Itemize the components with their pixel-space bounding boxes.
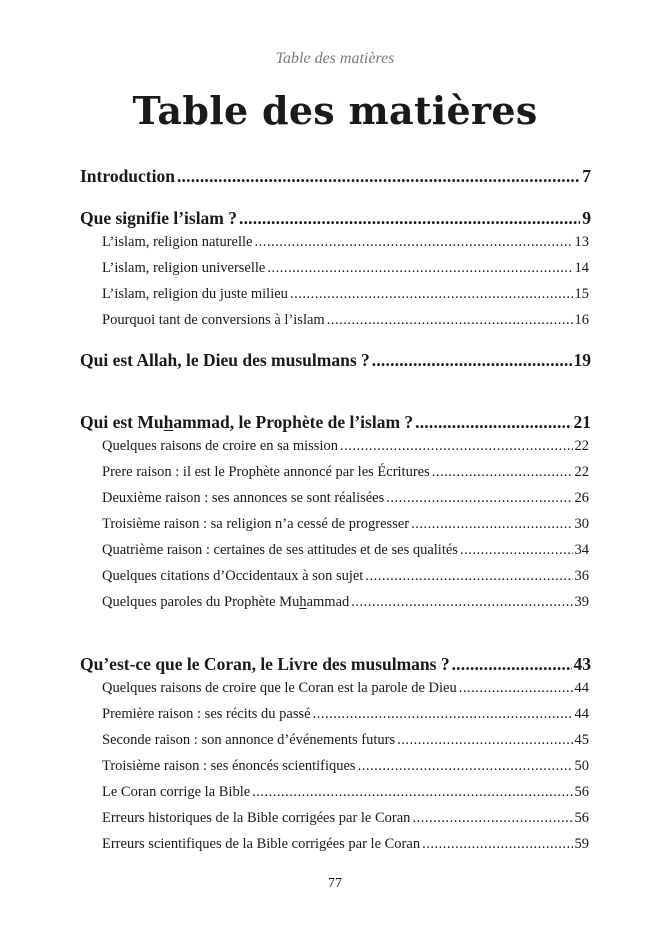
dot-leader (365, 568, 572, 585)
dot-leader (460, 542, 573, 559)
toc-entry-title: Que signifie l’islam ? (80, 208, 238, 228)
toc-entry-section (102, 680, 589, 697)
toc-entry-chapter (80, 654, 591, 675)
dot-leader (327, 312, 573, 329)
toc-entry-title (80, 412, 413, 433)
toc-page-number: 21 (573, 412, 591, 432)
toc-entry-title: Troisième raison : ses énoncés scientifiques (102, 758, 356, 774)
toc-entry-title (102, 594, 349, 611)
toc-entry-title: Seconde raison : son annonce d’événements futurs (102, 732, 396, 748)
title-part: Qui est Mu (80, 412, 164, 432)
dot-leader (459, 680, 573, 697)
toc-page-number: 26 (574, 490, 589, 506)
toc-entry-section (102, 810, 589, 827)
dot-leader (358, 758, 573, 775)
page-title: Table des matières (132, 88, 538, 133)
toc-entry-title: Pourquoi tant de conversions à l’islam (102, 312, 325, 328)
toc-page-number: 56 (574, 810, 589, 826)
toc-entry-chapter (80, 412, 591, 433)
toc-page-number: 45 (574, 732, 589, 748)
toc-entry-chapter (80, 350, 591, 371)
dot-leader (351, 594, 572, 611)
dot-leader (313, 706, 573, 723)
dot-leader (411, 516, 572, 533)
toc-entry-section (102, 464, 589, 481)
toc-entry-title: Le Coran corrige la Bible (102, 784, 251, 800)
toc-entry-section (102, 758, 589, 775)
toc-entry-title: Quelques raisons de croire en sa mission (102, 438, 338, 454)
toc-page-number: 22 (574, 438, 589, 454)
running-header: Table des matières (275, 50, 395, 67)
toc-entry-section (102, 516, 589, 533)
toc-page-number: 9 (582, 208, 591, 228)
toc-entry-section (102, 312, 589, 329)
toc-entry-section (102, 836, 589, 853)
dot-leader (254, 234, 572, 251)
toc-entry-title: Quatrième raison : certaines de ses attitudes et de ses qualités (102, 542, 458, 558)
dot-leader (412, 810, 572, 827)
toc-page-number: 56 (574, 784, 589, 800)
toc-page-number: 14 (574, 260, 589, 276)
toc-page-number: 50 (574, 758, 589, 774)
toc-entry-section (102, 490, 589, 507)
dot-leader (290, 286, 573, 303)
dot-leader (386, 490, 572, 507)
dot-leader (239, 208, 580, 229)
title-part: Quelques paroles du Prophète Mu (102, 594, 300, 610)
toc-entry-title: Erreurs historiques de la Bible corrigées par le Coran (102, 810, 411, 826)
toc-entry-section (102, 260, 589, 277)
toc-entry-title: Introduction (80, 166, 175, 186)
toc-entry-title: L’islam, religion naturelle (102, 234, 253, 250)
toc-entry-section (102, 542, 589, 559)
toc-page-number: 59 (574, 836, 589, 852)
toc-page-number: 39 (574, 594, 589, 610)
toc-page-number: 44 (574, 706, 589, 722)
dot-leader (267, 260, 572, 277)
toc-entry-title: Quelques citations d’Occidentaux à son sujet (102, 568, 364, 584)
title-part: ammad, le Prophète de l’islam ? (173, 412, 414, 432)
toc-page-number: 19 (573, 350, 591, 370)
title-part-underlined: h (299, 594, 307, 610)
toc-page-number: 34 (574, 542, 589, 558)
toc-entry-title: Qu’est-ce que le Coran, le Livre des musulmans ? (80, 654, 450, 674)
toc-entry-section (102, 732, 589, 749)
toc-entry-section (102, 438, 589, 455)
dot-leader (452, 654, 572, 675)
toc-entry-title: L’islam, religion du juste milieu (102, 286, 288, 302)
toc-entry-title: Quelques raisons de croire que le Coran est la parole de Dieu (102, 680, 457, 696)
toc-entry-section (102, 286, 589, 303)
toc-entry-section (102, 706, 589, 723)
dot-leader (340, 438, 573, 455)
toc-entry-title: Deuxième raison : ses annonces se sont réalisées (102, 490, 385, 506)
toc-page-number: 16 (574, 312, 589, 328)
title-part-underlined: h (163, 412, 174, 432)
toc-entry-chapter (80, 208, 591, 229)
toc-entry-section (102, 234, 589, 251)
dot-leader (397, 732, 572, 749)
toc-entry-title: Qui est Allah, le Dieu des musulmans ? (80, 350, 370, 370)
toc-entry-title: Troisième raison : sa religion n’a cessé de progresser (102, 516, 410, 532)
toc-page-number: 15 (574, 286, 589, 302)
toc-page-number: 36 (574, 568, 589, 584)
toc-entry-section (102, 594, 589, 611)
page-number: 77 (328, 876, 342, 891)
toc-entry-introduction (80, 166, 591, 187)
toc-page-number: 43 (573, 654, 591, 674)
dot-leader (422, 836, 572, 853)
title-part: ammad (306, 594, 350, 610)
toc-entry-title: L’islam, religion universelle (102, 260, 266, 276)
dot-leader (415, 412, 571, 433)
toc-page-number: 30 (574, 516, 589, 532)
toc-entry-title: Première raison : ses récits du passé (102, 706, 311, 722)
toc-entry-section (102, 784, 589, 801)
dot-leader (177, 166, 580, 187)
toc-entry-section (102, 568, 589, 585)
toc-page-number: 7 (582, 166, 591, 186)
toc-page-number: 22 (574, 464, 589, 480)
toc-entry-title: Prere raison : il est le Prophète annoncé par les Écritures (102, 464, 430, 480)
dot-leader (372, 350, 572, 371)
dot-leader (252, 784, 572, 801)
toc-page-number: 13 (574, 234, 589, 250)
toc-entry-title: Erreurs scientifiques de la Bible corrigées par le Coran (102, 836, 421, 852)
dot-leader (432, 464, 573, 481)
toc-page-number: 44 (574, 680, 589, 696)
